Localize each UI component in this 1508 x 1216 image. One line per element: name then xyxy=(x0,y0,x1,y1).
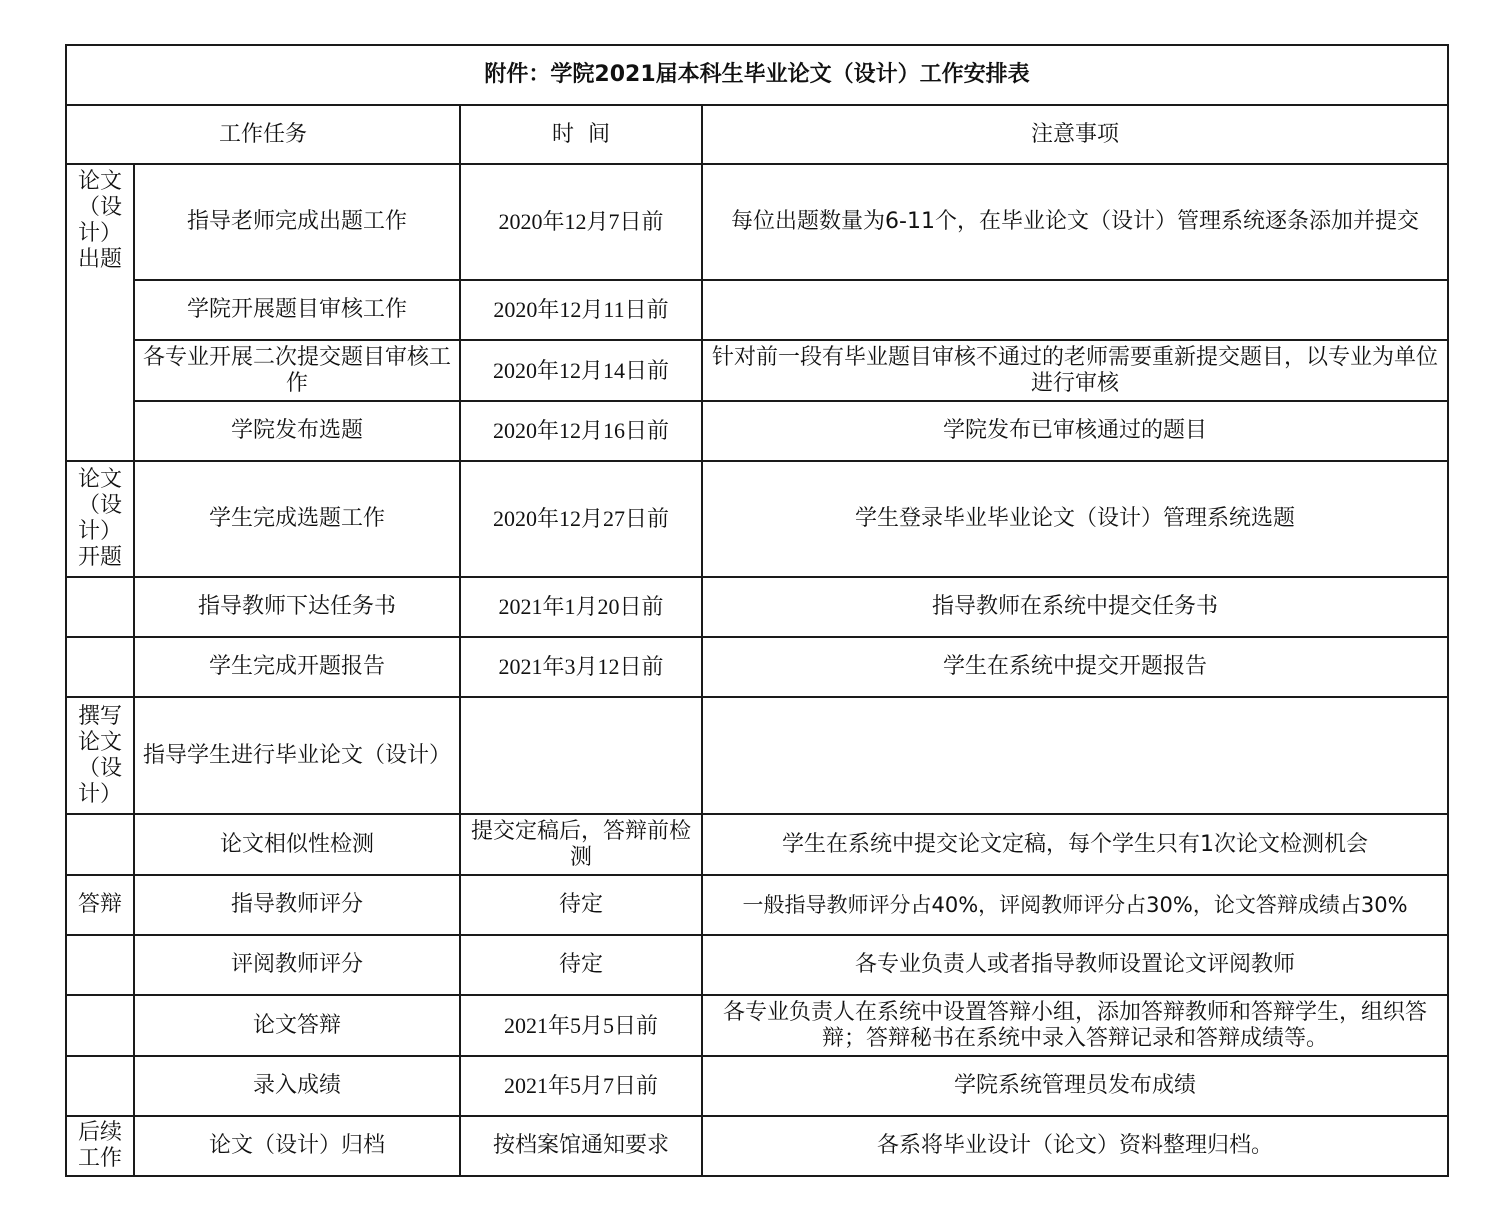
table-row xyxy=(66,340,1448,401)
header-time: 时 间 xyxy=(460,105,702,164)
time-cell xyxy=(460,697,702,814)
task-cell: 论文相似性检测 xyxy=(134,814,460,875)
time-cell: 待定 xyxy=(460,875,702,935)
table-row xyxy=(66,697,1448,814)
task-cell: 指导教师下达任务书 xyxy=(134,577,460,637)
category-cell: 论文（设计）出题 xyxy=(66,164,134,461)
category-cell xyxy=(66,814,134,875)
task-cell: 评阅教师评分 xyxy=(134,935,460,995)
task-cell: 各专业开展二次提交题目审核工作 xyxy=(134,340,460,401)
task-cell: 学生完成选题工作 xyxy=(134,461,460,577)
table-row xyxy=(66,814,1448,875)
table-row xyxy=(66,935,1448,995)
notes-cell: 学生在系统中提交开题报告 xyxy=(702,637,1448,697)
time-cell: 待定 xyxy=(460,935,702,995)
time-cell: 2020年12月7日前 xyxy=(460,164,702,280)
header-row xyxy=(66,105,1448,164)
task-cell: 学院发布选题 xyxy=(134,401,460,461)
category-cell: 撰写论文（设计） xyxy=(66,697,134,814)
notes-cell xyxy=(702,280,1448,340)
notes-cell: 指导教师在系统中提交任务书 xyxy=(702,577,1448,637)
table-row xyxy=(66,875,1448,935)
category-cell: 答辩 xyxy=(66,875,134,935)
time-cell: 2020年12月27日前 xyxy=(460,461,702,577)
time-cell: 2020年12月11日前 xyxy=(460,280,702,340)
table-row xyxy=(66,637,1448,697)
time-cell: 2021年3月12日前 xyxy=(460,637,702,697)
title-row xyxy=(66,45,1448,105)
header-task: 工作任务 xyxy=(66,105,460,164)
time-cell: 2021年5月7日前 xyxy=(460,1056,702,1116)
task-cell: 论文（设计）归档 xyxy=(134,1116,460,1176)
task-cell: 论文答辩 xyxy=(134,995,460,1056)
table-row xyxy=(66,401,1448,461)
category-cell: 后续工作 xyxy=(66,1116,134,1176)
category-cell xyxy=(66,577,134,637)
notes-cell: 各系将毕业设计（论文）资料整理归档。 xyxy=(702,1116,1448,1176)
category-cell xyxy=(66,995,134,1056)
notes-cell: 针对前一段有毕业题目审核不通过的老师需要重新提交题目，以专业为单位进行审核 xyxy=(702,340,1448,401)
table-row xyxy=(66,164,1448,280)
header-notes: 注意事项 xyxy=(702,105,1448,164)
time-cell: 提交定稿后，答辩前检测 xyxy=(460,814,702,875)
schedule-table xyxy=(65,44,1449,1177)
table-row xyxy=(66,280,1448,340)
table-row xyxy=(66,461,1448,577)
time-cell: 按档案馆通知要求 xyxy=(460,1116,702,1176)
task-cell: 学院开展题目审核工作 xyxy=(134,280,460,340)
task-cell: 学生完成开题报告 xyxy=(134,637,460,697)
category-cell xyxy=(66,637,134,697)
task-cell: 指导教师评分 xyxy=(134,875,460,935)
notes-cell xyxy=(702,697,1448,814)
time-cell: 2020年12月16日前 xyxy=(460,401,702,461)
table-row xyxy=(66,577,1448,637)
table-row xyxy=(66,1056,1448,1116)
notes-cell: 学院系统管理员发布成绩 xyxy=(702,1056,1448,1116)
time-cell: 2021年1月20日前 xyxy=(460,577,702,637)
category-cell xyxy=(66,935,134,995)
task-cell: 录入成绩 xyxy=(134,1056,460,1116)
time-cell: 2021年5月5日前 xyxy=(460,995,702,1056)
category-cell xyxy=(66,1056,134,1116)
notes-cell: 每位出题数量为6-11个，在毕业论文（设计）管理系统逐条添加并提交 xyxy=(702,164,1448,280)
notes-cell: 学院发布已审核通过的题目 xyxy=(702,401,1448,461)
task-cell: 指导老师完成出题工作 xyxy=(134,164,460,280)
notes-cell: 一般指导教师评分占40%，评阅教师评分占30%，论文答辩成绩占30% xyxy=(702,875,1448,935)
notes-cell: 学生在系统中提交论文定稿，每个学生只有1次论文检测机会 xyxy=(702,814,1448,875)
table-title: 附件：学院2021届本科生毕业论文（设计）工作安排表 xyxy=(66,45,1448,105)
category-cell: 论文（设计）开题 xyxy=(66,461,134,577)
time-cell: 2020年12月14日前 xyxy=(460,340,702,401)
table-row xyxy=(66,995,1448,1056)
notes-cell: 各专业负责人在系统中设置答辩小组，添加答辩教师和答辩学生，组织答辩；答辩秘书在系统中录入答辩记录和答辩成绩等。 xyxy=(702,995,1448,1056)
task-cell: 指导学生进行毕业论文（设计） xyxy=(134,697,460,814)
table-row xyxy=(66,1116,1448,1176)
notes-cell: 各专业负责人或者指导教师设置论文评阅教师 xyxy=(702,935,1448,995)
notes-cell: 学生登录毕业毕业论文（设计）管理系统选题 xyxy=(702,461,1448,577)
